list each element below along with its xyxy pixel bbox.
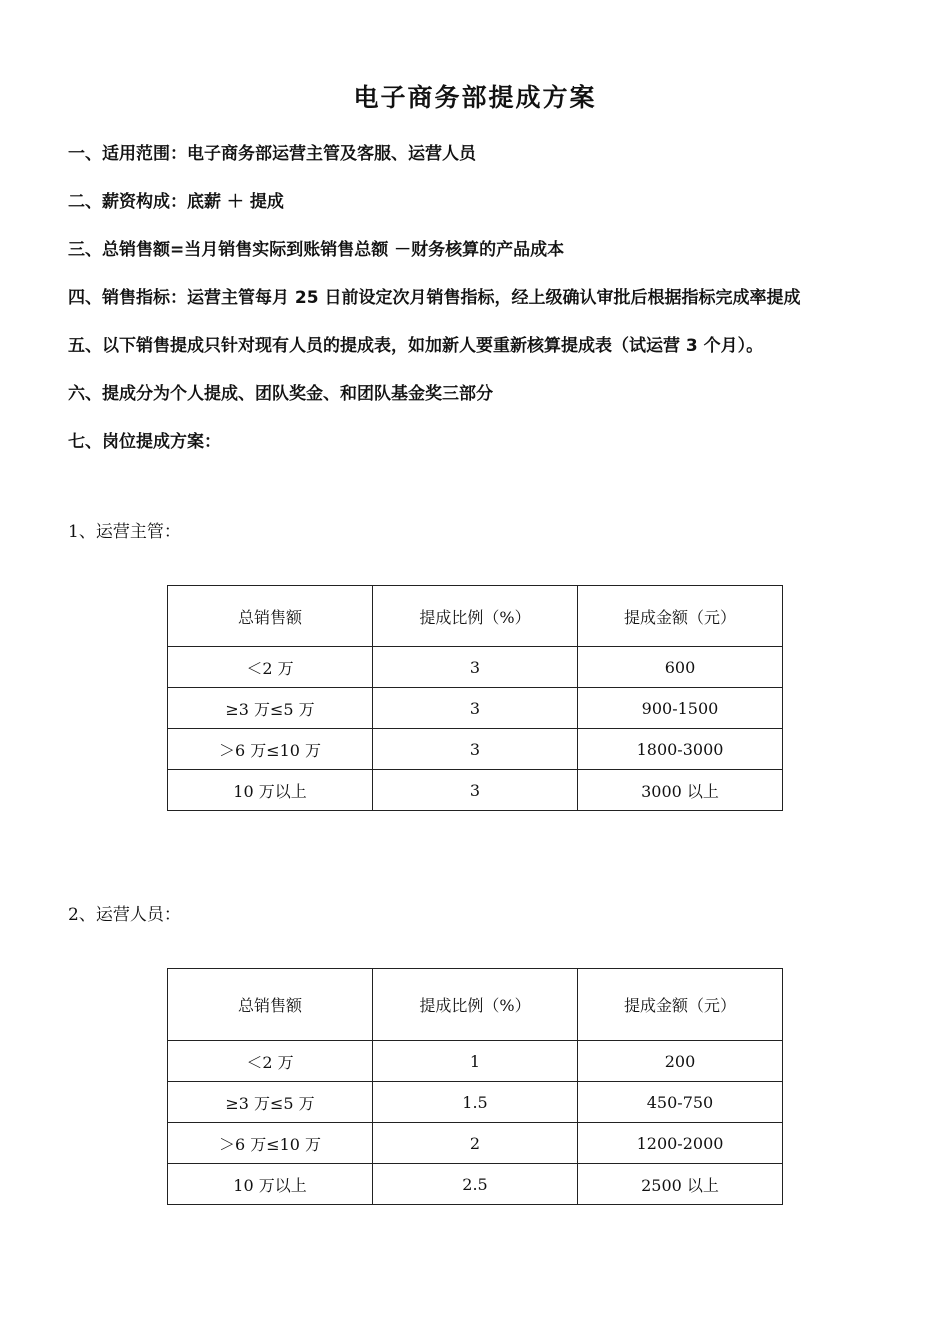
cell-total-sales: ＜2 万 bbox=[168, 1041, 373, 1082]
cell-commission-rate: 3 bbox=[373, 729, 578, 770]
section-label-ops-supervisor: 1、运营主管： bbox=[68, 522, 181, 542]
rule-sales-target: 四、销售指标：运营主管每月 25 日前设定次月销售指标，经上级确认审批后根据指标完成率提成 bbox=[68, 288, 801, 308]
rule-commission-parts: 六、提成分为个人提成、团队奖金、和团队基金奖三部分 bbox=[68, 384, 493, 404]
cell-commission-rate: 2 bbox=[373, 1123, 578, 1164]
cell-commission-amount: 450-750 bbox=[578, 1082, 783, 1123]
column-header-commission-rate: 提成比例（%） bbox=[373, 969, 578, 1041]
column-header-total-sales: 总销售额 bbox=[168, 586, 373, 647]
cell-commission-amount: 1200-2000 bbox=[578, 1123, 783, 1164]
table-row bbox=[168, 1082, 783, 1123]
cell-commission-amount: 3000 以上 bbox=[578, 770, 783, 811]
cell-total-sales: ＞6 万≤10 万 bbox=[168, 729, 373, 770]
cell-commission-amount: 900-1500 bbox=[578, 688, 783, 729]
column-header-commission-amount: 提成金额（元） bbox=[578, 969, 783, 1041]
column-header-commission-amount: 提成金额（元） bbox=[578, 586, 783, 647]
table-row bbox=[168, 729, 783, 770]
rule-total-sales: 三、总销售额=当月销售实际到账销售总额 －财务核算的产品成本 bbox=[68, 240, 565, 260]
cell-total-sales: 10 万以上 bbox=[168, 1164, 373, 1205]
table-row bbox=[168, 688, 783, 729]
table-row bbox=[168, 1164, 783, 1205]
cell-total-sales: 10 万以上 bbox=[168, 770, 373, 811]
column-header-commission-rate: 提成比例（%） bbox=[373, 586, 578, 647]
commission-table-ops-supervisor bbox=[167, 585, 783, 811]
cell-commission-amount: 600 bbox=[578, 647, 783, 688]
table-row bbox=[168, 770, 783, 811]
cell-commission-rate: 1.5 bbox=[373, 1082, 578, 1123]
cell-commission-rate: 2.5 bbox=[373, 1164, 578, 1205]
cell-total-sales: ≥3 万≤5 万 bbox=[168, 688, 373, 729]
cell-commission-rate: 3 bbox=[373, 770, 578, 811]
cell-commission-amount: 1800-3000 bbox=[578, 729, 783, 770]
rule-scope: 一、适用范围：电子商务部运营主管及客服、运营人员 bbox=[68, 144, 476, 164]
cell-total-sales: ＞6 万≤10 万 bbox=[168, 1123, 373, 1164]
cell-total-sales: ＜2 万 bbox=[168, 647, 373, 688]
section-label-ops-staff: 2、运营人员： bbox=[68, 905, 181, 925]
rule-new-staff-note: 五、以下销售提成只针对现有人员的提成表，如加新人要重新核算提成表（试运营 3 个月）。 bbox=[68, 336, 764, 356]
cell-commission-rate: 3 bbox=[373, 647, 578, 688]
table-header-row bbox=[168, 586, 783, 647]
document-title: 电子商务部提成方案 bbox=[353, 83, 597, 112]
cell-commission-amount: 200 bbox=[578, 1041, 783, 1082]
rule-salary-structure: 二、薪资构成：底薪 ＋ 提成 bbox=[68, 192, 284, 212]
table-row bbox=[168, 647, 783, 688]
column-header-total-sales: 总销售额 bbox=[168, 969, 373, 1041]
cell-commission-rate: 1 bbox=[373, 1041, 578, 1082]
cell-commission-amount: 2500 以上 bbox=[578, 1164, 783, 1205]
commission-table-ops-staff bbox=[167, 968, 783, 1205]
rule-position-plan: 七、岗位提成方案： bbox=[68, 432, 221, 452]
cell-commission-rate: 3 bbox=[373, 688, 578, 729]
table-row bbox=[168, 1123, 783, 1164]
table-header-row bbox=[168, 969, 783, 1041]
table-row bbox=[168, 1041, 783, 1082]
cell-total-sales: ≥3 万≤5 万 bbox=[168, 1082, 373, 1123]
